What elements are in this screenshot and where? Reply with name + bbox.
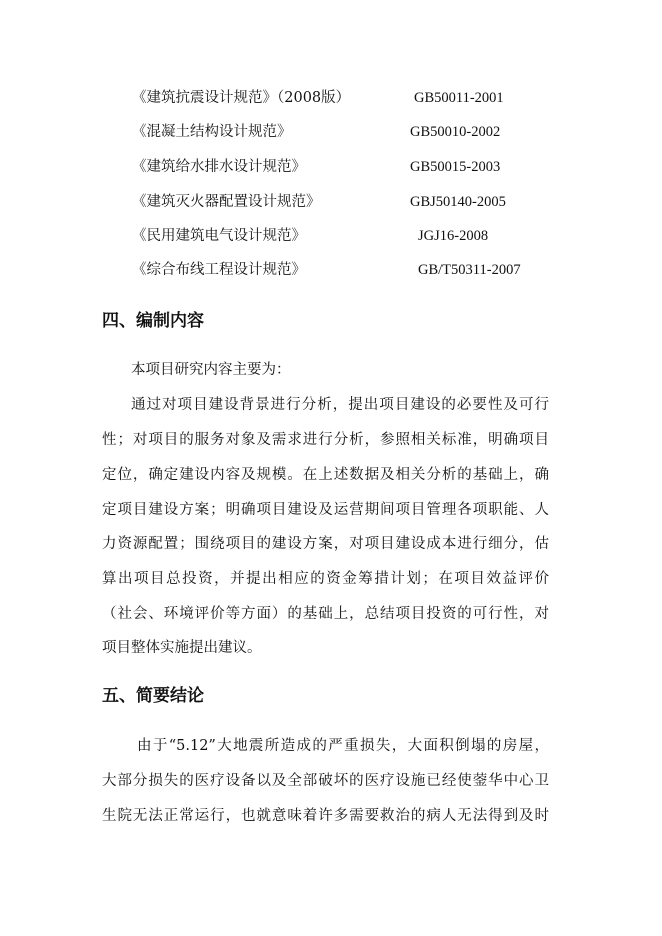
standard-name: 《民用建筑电气设计规范》 <box>132 228 306 244</box>
standard-code: GB50015-2003 <box>410 159 501 175</box>
paragraph-line: 性；对项目的服务对象及需求进行分析，参照相关标准，明确项目 <box>102 432 549 448</box>
paragraph-line: 生院无法正常运行，也就意味着许多需要救治的病人无法得到及时 <box>102 808 549 824</box>
standard-code: GB/T50311-2007 <box>418 262 521 278</box>
standard-row <box>0 257 662 283</box>
paragraph-intro: 本项目研究内容主要为： <box>131 362 291 378</box>
standard-code: GB50010-2002 <box>410 124 501 140</box>
standard-row <box>0 223 662 249</box>
standard-name: 《混凝土结构设计规范》 <box>132 124 292 140</box>
standard-name: 《建筑灭火器配置设计规范》 <box>132 194 321 210</box>
paragraph-line: 通过对项目建设背景进行分析，提出项目建设的必要性及可行 <box>131 397 549 413</box>
standard-code: JGJ16-2008 <box>418 228 489 244</box>
standard-name: 《综合布线工程设计规范》 <box>132 262 306 278</box>
paragraph-line: 定位，确定建设内容及规模。在上述数据及相关分析的基础上，确 <box>102 467 549 483</box>
standard-code: GBJ50140-2005 <box>410 194 506 210</box>
standard-code: GB50011-2001 <box>414 90 504 106</box>
standard-row <box>0 85 662 111</box>
standard-row <box>0 189 662 215</box>
paragraph-line: 定项目建设方案；明确项目建设及运营期间项目管理各项职能、人 <box>102 502 549 518</box>
paragraph-line: 由于“5.12”大地震所造成的严重损失，大面积倒塌的房屋， <box>137 738 549 754</box>
standard-name: 《建筑抗震设计规范》（2008版） <box>132 90 351 106</box>
section-heading: 五、简要结论 <box>102 686 204 706</box>
section-heading: 四、编制内容 <box>102 311 204 331</box>
paragraph-line: 力资源配置；围绕项目的建设方案，对项目建设成本进行细分，估 <box>102 536 549 552</box>
standard-row <box>0 119 662 145</box>
paragraph-line: 大部分损失的医疗设备以及全部破坏的医疗设施已经使蓥华中心卫 <box>102 773 549 789</box>
paragraph-line: （社会、环境评价等方面）的基础上，总结项目投资的可行性，对 <box>102 606 549 622</box>
paragraph-line: 项目整体实施提出建议。 <box>102 640 262 656</box>
standard-name: 《建筑给水排水设计规范》 <box>132 159 306 175</box>
paragraph-line: 算出项目总投资，并提出相应的资金筹措计划；在项目效益评价 <box>102 571 549 587</box>
standard-row <box>0 154 662 180</box>
